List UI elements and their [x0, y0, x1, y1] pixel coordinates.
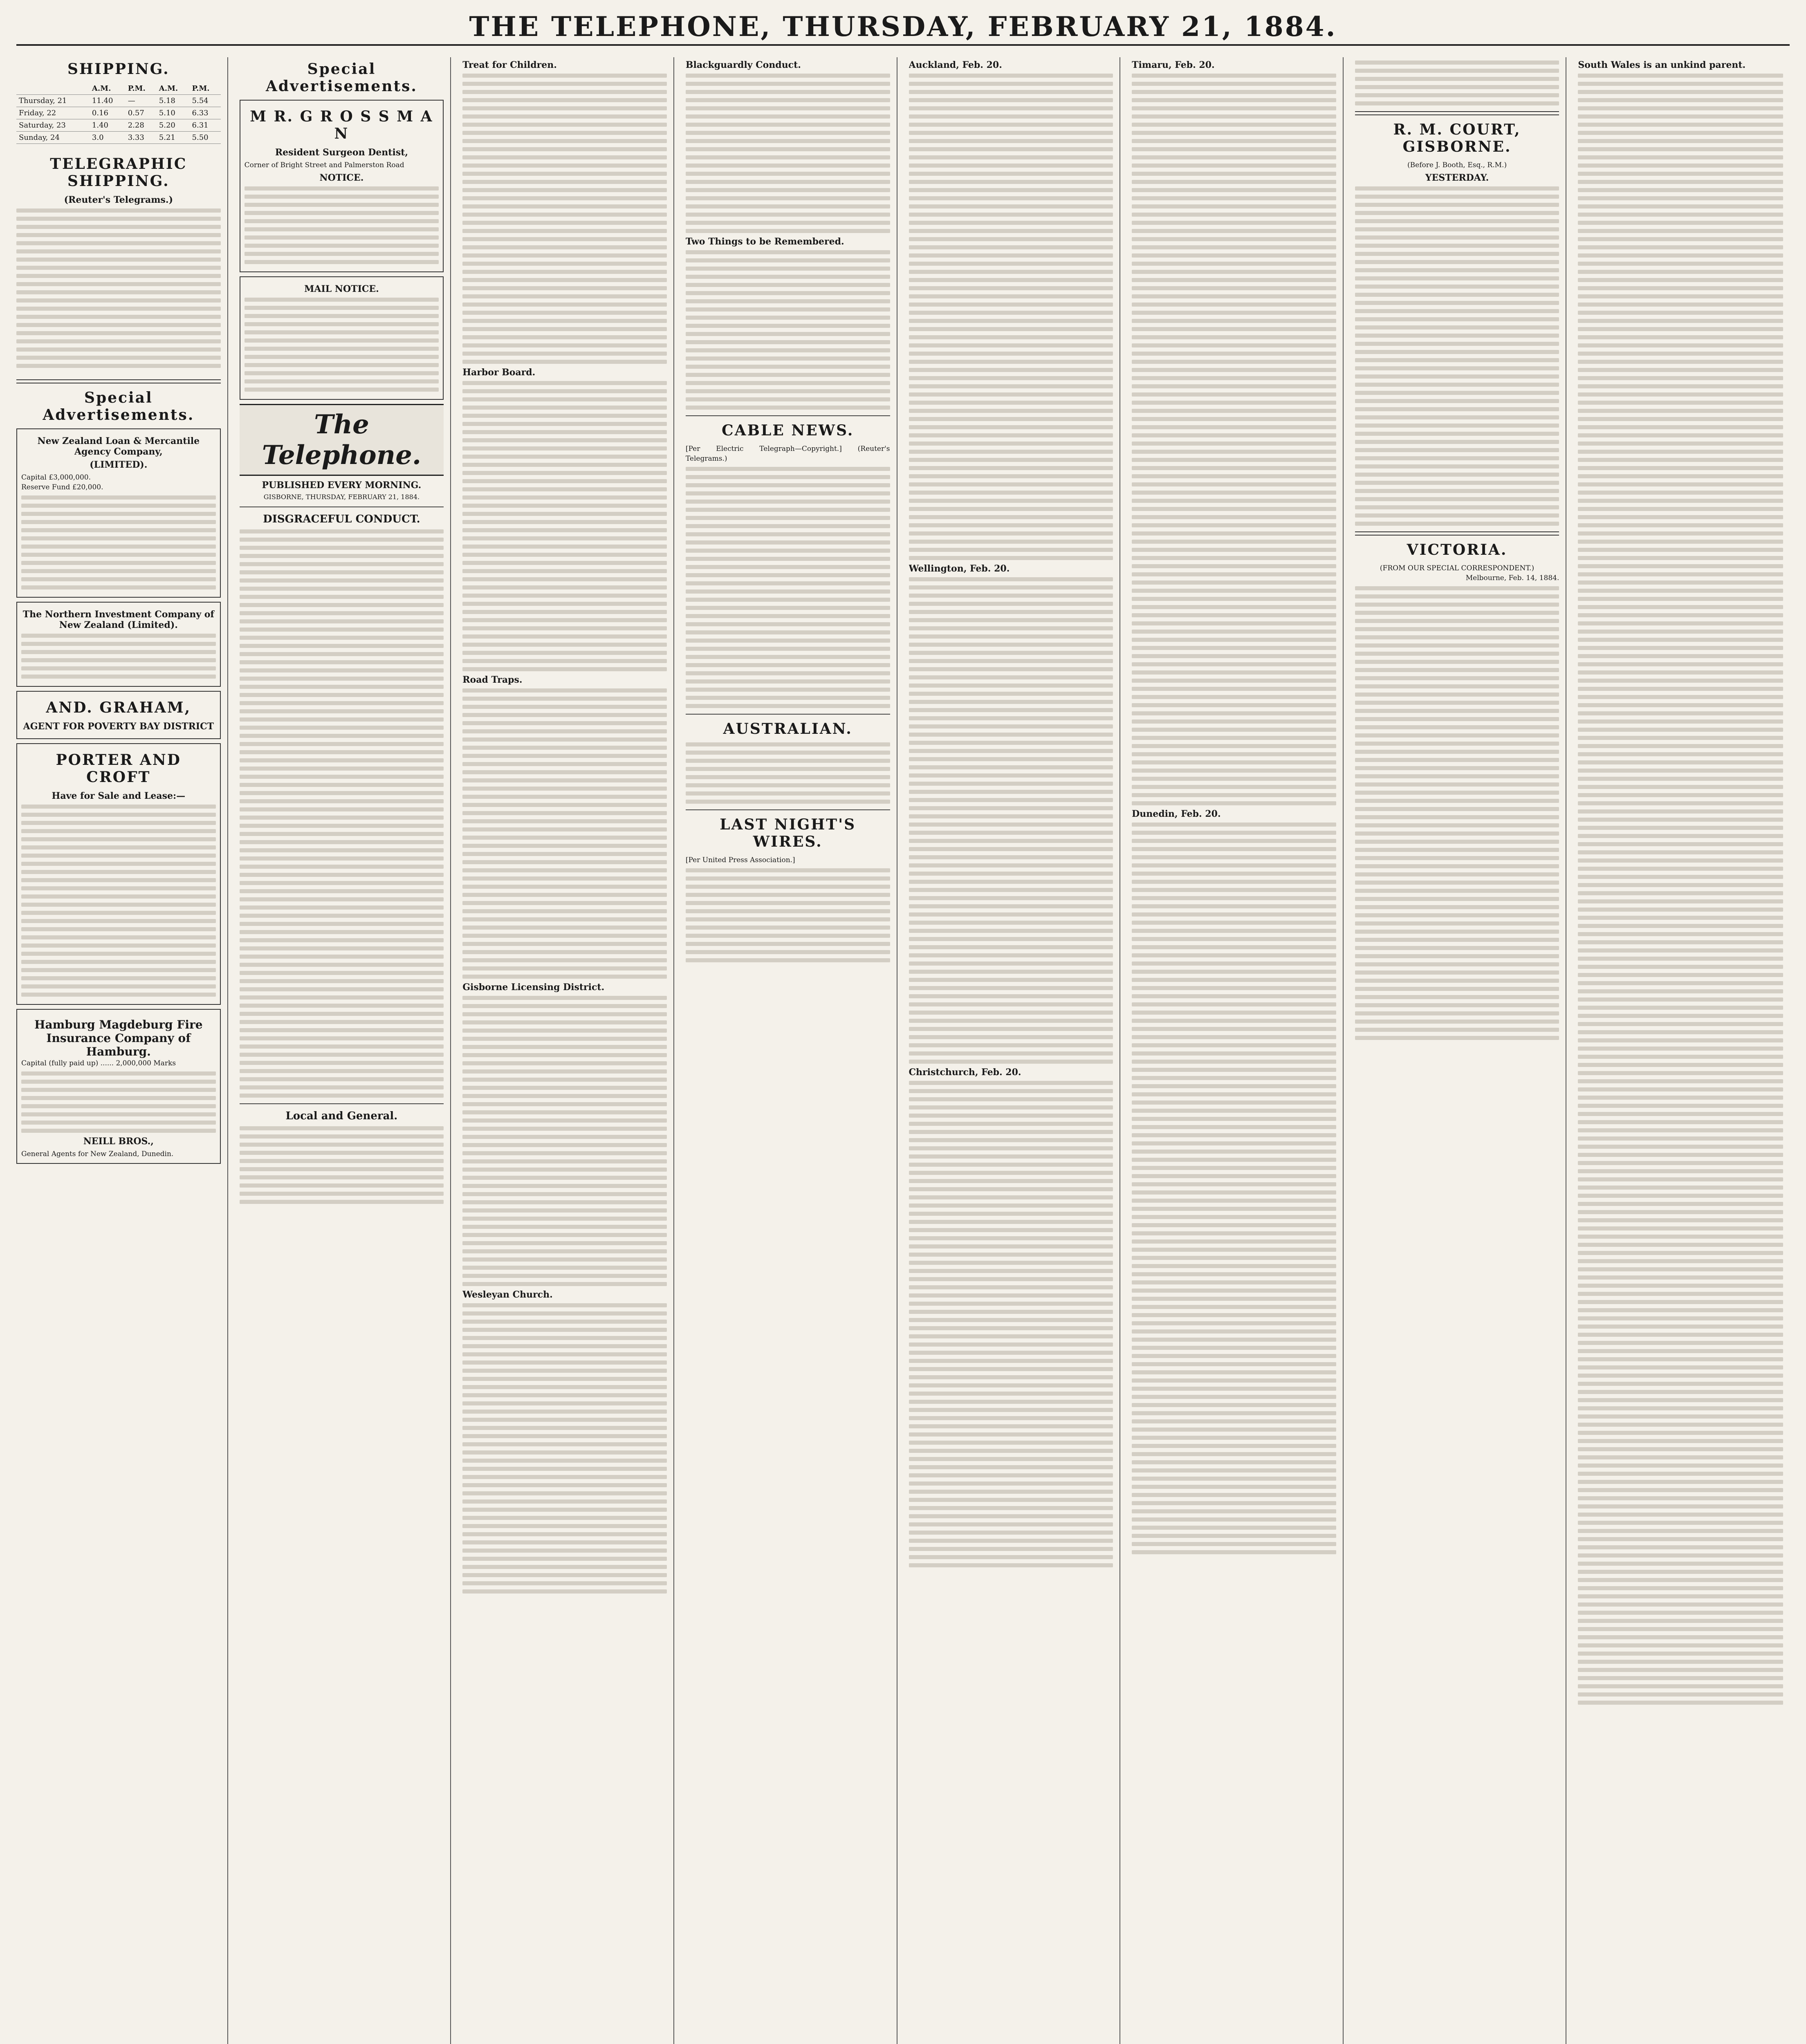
graham-title: AND. GRAHAM, — [46, 699, 191, 716]
column-3 — [462, 57, 674, 2044]
nz-loan-title: New Zealand Loan & Mercantile Agency Company, — [37, 436, 200, 457]
article-body — [1132, 74, 1336, 805]
column-5 — [909, 57, 1121, 2044]
grossman-title: M R. G R O S S M A N — [250, 108, 433, 142]
tide-cell: 11.40 — [90, 95, 126, 107]
rm-court-title: R. M. COURT, GISBORNE. — [1393, 121, 1521, 155]
tide-cell: 1.40 — [90, 119, 126, 132]
article-heading: Dunedin, Feb. 20. — [1132, 809, 1221, 819]
hamburg-capital: Capital (fully paid up) ...... 2,000,000 Marks — [21, 1059, 176, 1067]
mail-notice — [240, 276, 444, 400]
article-heading: Timaru, Feb. 20. — [1132, 60, 1215, 70]
capital-label: Capital — [21, 473, 47, 482]
tide-cell: 0.57 — [126, 107, 157, 119]
article-body — [909, 74, 1113, 560]
article-body — [909, 577, 1113, 1064]
tide-cell: 5.20 — [157, 119, 190, 132]
cable-title: CABLE NEWS. — [722, 422, 854, 439]
porter-sub: Have for Sale and Lease:— — [52, 791, 186, 801]
local-title: Local and General. — [285, 1110, 398, 1122]
northern-title: The Northern Investment Company of New Zealand (Limited). — [22, 609, 214, 630]
tide-table — [16, 83, 221, 144]
last-wires-sub: [Per United Press Association.] — [685, 856, 795, 864]
headline: DISGRACEFUL CONDUCT. — [263, 513, 420, 525]
reserve-value: £20,000. — [72, 483, 103, 491]
article-heading: Treat for Children. — [462, 60, 557, 70]
article-heading: Road Traps. — [462, 675, 523, 685]
graham-sub: AGENT FOR POVERTY BAY DISTRICT — [23, 721, 214, 732]
article-body — [462, 688, 667, 979]
masthead-title: THE TELEPHONE, THURSDAY, FEBRUARY 21, 1884. — [469, 11, 1337, 43]
article-heading: Christchurch, Feb. 20. — [909, 1067, 1021, 1078]
article-heading: Auckland, Feb. 20. — [909, 60, 1002, 70]
article-body — [462, 381, 667, 671]
column-6 — [1132, 57, 1344, 2044]
victoria-sub: (FROM OUR SPECIAL CORRESPONDENT.) — [1380, 564, 1535, 572]
tide-cell: 3.33 — [126, 132, 157, 144]
shipping-title: SHIPPING. — [67, 61, 170, 78]
last-wires-title: LAST NIGHT'S WIRES. — [720, 816, 856, 850]
telegraphic-sub: (Reuter's Telegrams.) — [64, 195, 173, 205]
tide-cell: 5.50 — [190, 132, 221, 144]
editorial-body — [240, 529, 444, 1098]
column-grid — [16, 57, 1790, 2044]
page-masthead — [16, 7, 1790, 46]
article-heading: Wesleyan Church. — [462, 1289, 553, 1300]
victoria-title: VICTORIA. — [1407, 541, 1508, 558]
victoria-dateline: Melbourne, Feb. 14, 1884. — [1465, 574, 1559, 582]
tide-cell: 5.18 — [157, 95, 190, 107]
tide-cell: Thursday, 21 — [16, 95, 90, 107]
nz-loan-sub: (LIMITED). — [90, 459, 148, 470]
neill-bros: NEILL BROS., — [83, 1136, 154, 1147]
tide-cell: 6.31 — [190, 119, 221, 132]
article-heading: Blackguardly Conduct. — [685, 60, 801, 70]
graham-ad — [16, 691, 221, 739]
tide-cell: — — [126, 95, 157, 107]
hamburg-title: Hamburg Magdeburg Fire Insurance Company of Hamburg. — [34, 1018, 203, 1058]
article-body — [1578, 74, 1783, 1705]
tide-header-cell — [16, 83, 90, 95]
grossman-addr: Corner of Bright Street and Palmerston Road — [244, 161, 404, 169]
rm-court-sub: (Before J. Booth, Esq., R.M.) — [1407, 161, 1507, 169]
dateline: GISBORNE, THURSDAY, FEBRUARY 21, 1884. — [263, 493, 420, 501]
column-1 — [16, 57, 228, 2044]
northern-ad — [16, 602, 221, 687]
article-heading: South Wales is an unkind parent. — [1578, 60, 1746, 70]
column-2 — [240, 57, 451, 2044]
tide-header-cell: A.M. — [90, 83, 126, 95]
tide-header-cell: P.M. — [126, 83, 157, 95]
grossman-sub: Resident Surgeon Dentist, — [275, 147, 408, 158]
article-body — [686, 74, 890, 233]
article-body — [686, 250, 890, 410]
tide-cell: 5.54 — [190, 95, 221, 107]
tide-row — [16, 119, 221, 132]
neill-sub: General Agents for New Zealand, Dunedin. — [21, 1150, 174, 1158]
porter-title: PORTER AND CROFT — [56, 751, 182, 786]
column-7 — [1355, 57, 1567, 2044]
reserve-label: Reserve Fund — [21, 483, 70, 491]
telegraphic-title: TELEGRAPHIC SHIPPING. — [50, 155, 187, 190]
tide-cell: 6.33 — [190, 107, 221, 119]
article-body — [462, 74, 667, 364]
telephone-logo: The Telephone. — [240, 404, 444, 476]
grossman-ad — [240, 100, 444, 272]
article-body — [1132, 823, 1336, 1554]
notice-title: NOTICE. — [319, 173, 364, 183]
tide-cell: Friday, 22 — [16, 107, 90, 119]
article-body — [909, 1081, 1113, 1567]
tide-header-cell: P.M. — [190, 83, 221, 95]
article-heading: Harbor Board. — [462, 367, 536, 378]
tide-cell: 5.10 — [157, 107, 190, 119]
cable-sub: [Per Electric Telegraph—Copyright.] (Reuter's Telegrams.) — [685, 445, 890, 463]
capital-value: £3,000,000. — [49, 473, 91, 482]
article-body — [462, 996, 667, 1286]
tide-row — [16, 95, 221, 107]
yesterday: YESTERDAY. — [1425, 173, 1489, 183]
article-body — [462, 1303, 667, 1594]
nz-loan-ad — [16, 428, 221, 598]
article-heading: Gisborne Licensing District. — [462, 982, 605, 993]
article-heading: Wellington, Feb. 20. — [909, 563, 1010, 574]
column-8 — [1578, 57, 1790, 2044]
tide-cell: 0.16 — [90, 107, 126, 119]
column-4 — [686, 57, 897, 2044]
tide-row — [16, 107, 221, 119]
col2-special-ads-title: Special Advertisements. — [265, 61, 417, 95]
mail-title: MAIL NOTICE. — [304, 284, 379, 294]
tide-cell: Saturday, 23 — [16, 119, 90, 132]
tide-header-cell: A.M. — [157, 83, 190, 95]
tide-row — [16, 132, 221, 144]
shipping-section — [16, 61, 221, 144]
hamburg-ad — [16, 1009, 221, 1164]
porter-ad — [16, 743, 221, 1005]
article-heading: Two Things to be Remembered. — [685, 236, 844, 247]
telegraphic-section — [16, 155, 221, 368]
tide-cell: 3.0 — [90, 132, 126, 144]
special-ads-title: Special Advertisements. — [43, 389, 195, 424]
tide-cell: Sunday, 24 — [16, 132, 90, 144]
telegraphic-body — [16, 208, 221, 368]
tide-cell: 2.28 — [126, 119, 157, 132]
published-line: PUBLISHED EVERY MORNING. — [262, 480, 422, 491]
tide-cell: 5.21 — [157, 132, 190, 144]
australian-title: AUSTRALIAN. — [723, 720, 853, 737]
